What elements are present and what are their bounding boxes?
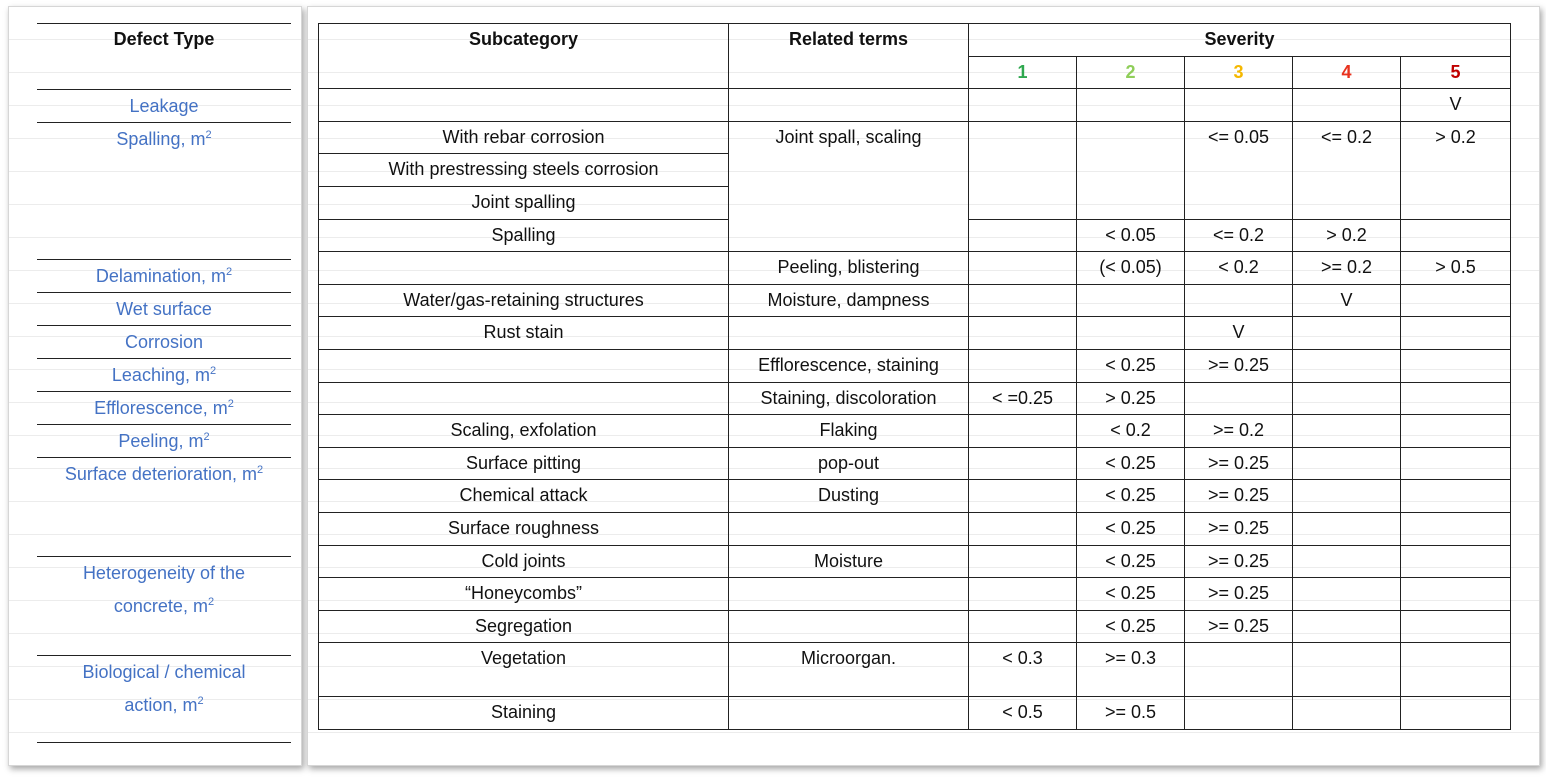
table-row — [319, 121, 1511, 154]
related-cell: Microorgan. — [729, 643, 969, 697]
unit-superscript: 2 — [197, 695, 204, 707]
defect-label: Leaching, m — [111, 365, 210, 385]
defect-type-heterogeneity — [37, 557, 291, 656]
defect-type-delamination — [37, 260, 291, 293]
sev4-cell — [1293, 349, 1401, 382]
subcategory-cell — [319, 349, 729, 382]
sev2-cell: (< 0.05) — [1077, 252, 1185, 285]
sev5-cell — [1401, 578, 1511, 611]
related-cell: Peeling, blistering — [729, 252, 969, 285]
related-cell — [729, 578, 969, 611]
unit-superscript: 2 — [207, 596, 215, 608]
subcategory-cell — [319, 382, 729, 415]
unit-superscript: 2 — [227, 398, 234, 410]
sev3-cell: <= 0.2 — [1185, 219, 1293, 252]
sev3-cell: >= 0.25 — [1185, 578, 1293, 611]
sev4-cell: V — [1293, 284, 1401, 317]
defect-label-line2: concrete, m — [113, 596, 208, 616]
sev2-cell: < 0.25 — [1077, 480, 1185, 513]
sev3-cell: >= 0.25 — [1185, 512, 1293, 545]
sev2-cell: < 0.25 — [1077, 349, 1185, 382]
sev3-cell: >= 0.2 — [1185, 415, 1293, 448]
sev5-cell — [1401, 610, 1511, 643]
unit-superscript: 2 — [205, 129, 212, 141]
sev2-cell: < 0.25 — [1077, 545, 1185, 578]
defect-type-column — [37, 23, 291, 743]
sev1-cell: < =0.25 — [969, 382, 1077, 415]
subcategory-cell: Cold joints — [319, 545, 729, 578]
defect-label: Peeling, m — [118, 431, 204, 451]
sev2-cell: < 0.05 — [1077, 219, 1185, 252]
sev5-cell: > 0.5 — [1401, 252, 1511, 285]
sev4-cell — [1293, 89, 1401, 122]
sev1-cell — [969, 512, 1077, 545]
table-row — [319, 545, 1511, 578]
sev1-cell — [969, 578, 1077, 611]
related-cell — [729, 317, 969, 350]
sev5-cell — [1401, 643, 1511, 697]
sev4-cell: > 0.2 — [1293, 219, 1401, 252]
subcategory-header: Subcategory — [319, 24, 729, 89]
sev3-cell: <= 0.05 — [1185, 121, 1293, 219]
severity-level-3: 3 — [1185, 56, 1293, 89]
related-cell: Efflorescence, staining — [729, 349, 969, 382]
table-row — [319, 610, 1511, 643]
sev4-cell — [1293, 447, 1401, 480]
subcategory-cell: With rebar corrosion — [319, 121, 729, 154]
sev3-cell: < 0.2 — [1185, 252, 1293, 285]
sev5-cell — [1401, 382, 1511, 415]
sev5-cell: V — [1401, 89, 1511, 122]
related-cell: Joint spall, scaling — [729, 121, 969, 251]
unit-superscript: 2 — [203, 431, 210, 443]
subcategory-cell: Rust stain — [319, 317, 729, 350]
sev3-cell: >= 0.25 — [1185, 447, 1293, 480]
defect-label: Surface deterioration, m — [64, 464, 257, 484]
defect-label: Spalling, m — [116, 129, 206, 149]
table-row — [319, 578, 1511, 611]
defect-type-corrosion — [37, 326, 291, 359]
related-cell: Moisture, dampness — [729, 284, 969, 317]
sev4-cell — [1293, 578, 1401, 611]
unit-superscript: 2 — [256, 464, 264, 476]
sev2-cell — [1077, 284, 1185, 317]
sev2-cell — [1077, 317, 1185, 350]
sev2-cell: < 0.25 — [1077, 610, 1185, 643]
sev1-cell — [969, 610, 1077, 643]
related-cell — [729, 610, 969, 643]
sev3-cell: V — [1185, 317, 1293, 350]
severity-level-4: 4 — [1293, 56, 1401, 89]
severity-level-5: 5 — [1401, 56, 1511, 89]
sev4-cell — [1293, 317, 1401, 350]
subcategory-cell: Staining — [319, 697, 729, 730]
severity-table-panel — [307, 6, 1540, 766]
defect-type-header: Defect Type — [37, 23, 291, 90]
sev3-cell — [1185, 382, 1293, 415]
sev2-cell: < 0.25 — [1077, 512, 1185, 545]
defect-label: Biological / chemical — [82, 662, 246, 682]
table-row — [319, 415, 1511, 448]
subcategory-cell — [319, 89, 729, 122]
subcategory-cell: Surface roughness — [319, 512, 729, 545]
subcategory-cell: Spalling — [319, 219, 729, 252]
sev1-cell: < 0.3 — [969, 643, 1077, 697]
header-row — [319, 24, 1511, 57]
related-cell: pop-out — [729, 447, 969, 480]
subcategory-cell: Vegetation — [319, 643, 729, 697]
sev5-cell — [1401, 480, 1511, 513]
defect-type-efflorescence — [37, 392, 291, 425]
sev4-cell — [1293, 545, 1401, 578]
sev5-cell — [1401, 697, 1511, 730]
subcategory-cell: Scaling, exfolation — [319, 415, 729, 448]
sev1-cell — [969, 121, 1077, 219]
defect-label: Leakage — [129, 96, 199, 116]
severity-level-1: 1 — [969, 56, 1077, 89]
table-row — [319, 349, 1511, 382]
table-row — [319, 382, 1511, 415]
sev1-cell: < 0.5 — [969, 697, 1077, 730]
subcategory-cell: Water/gas-retaining structures — [319, 284, 729, 317]
sev4-cell — [1293, 382, 1401, 415]
sev3-cell: >= 0.25 — [1185, 610, 1293, 643]
sev4-cell — [1293, 415, 1401, 448]
sev5-cell — [1401, 349, 1511, 382]
subcategory-cell: Surface pitting — [319, 447, 729, 480]
sev2-cell: > 0.25 — [1077, 382, 1185, 415]
defect-label: Corrosion — [124, 332, 204, 352]
sev3-cell: >= 0.25 — [1185, 545, 1293, 578]
sev1-cell — [969, 447, 1077, 480]
sev2-cell: >= 0.5 — [1077, 697, 1185, 730]
defect-type-wet-surface — [37, 293, 291, 326]
defect-label: Efflorescence, m — [94, 398, 228, 418]
related-terms-header: Related terms — [729, 24, 969, 89]
subcategory-cell: With prestressing steels corrosion — [319, 154, 729, 187]
sev5-cell: > 0.2 — [1401, 121, 1511, 219]
sev3-cell — [1185, 284, 1293, 317]
defect-type-surface-deterioration — [37, 458, 291, 557]
related-cell: Flaking — [729, 415, 969, 448]
table-row — [319, 697, 1511, 730]
sev5-cell — [1401, 219, 1511, 252]
sev2-cell: >= 0.3 — [1077, 643, 1185, 697]
related-cell — [729, 89, 969, 122]
sev4-cell: <= 0.2 — [1293, 121, 1401, 219]
sev5-cell — [1401, 447, 1511, 480]
sev3-cell: >= 0.25 — [1185, 480, 1293, 513]
table-row — [319, 480, 1511, 513]
sev2-cell — [1077, 89, 1185, 122]
defect-type-panel — [8, 6, 302, 766]
sev3-cell — [1185, 89, 1293, 122]
subcategory-cell: Joint spalling — [319, 186, 729, 219]
unit-superscript: 2 — [225, 266, 233, 278]
sev5-cell — [1401, 415, 1511, 448]
sev4-cell — [1293, 643, 1401, 697]
defect-label: Wet surface — [116, 299, 212, 319]
sev4-cell: >= 0.2 — [1293, 252, 1401, 285]
sev1-cell — [969, 480, 1077, 513]
subcategory-cell — [319, 252, 729, 285]
unit-superscript: 2 — [209, 365, 217, 377]
defect-label: Heterogeneity of the — [82, 563, 246, 583]
table-row — [319, 284, 1511, 317]
subcategory-cell: Segregation — [319, 610, 729, 643]
table-row — [319, 447, 1511, 480]
sev1-cell — [969, 284, 1077, 317]
sev3-cell: >= 0.25 — [1185, 349, 1293, 382]
sev2-cell — [1077, 121, 1185, 219]
defect-type-biological — [37, 656, 291, 743]
related-cell: Staining, discoloration — [729, 382, 969, 415]
severity-level-2: 2 — [1077, 56, 1185, 89]
related-cell — [729, 512, 969, 545]
sev5-cell — [1401, 284, 1511, 317]
defect-type-leaching — [37, 359, 291, 392]
severity-table — [318, 23, 1511, 730]
sev4-cell — [1293, 697, 1401, 730]
sev1-cell — [969, 349, 1077, 382]
subcategory-cell: “Honeycombs” — [319, 578, 729, 611]
table-row — [319, 317, 1511, 350]
table-row — [319, 643, 1511, 697]
sev3-cell — [1185, 697, 1293, 730]
sev1-cell — [969, 317, 1077, 350]
related-cell — [729, 697, 969, 730]
sev5-cell — [1401, 545, 1511, 578]
related-cell: Moisture — [729, 545, 969, 578]
related-cell: Dusting — [729, 480, 969, 513]
subcategory-cell: Chemical attack — [319, 480, 729, 513]
sev2-cell: < 0.2 — [1077, 415, 1185, 448]
table-row — [319, 512, 1511, 545]
sev1-cell — [969, 219, 1077, 252]
sev1-cell — [969, 545, 1077, 578]
sev4-cell — [1293, 480, 1401, 513]
table-row — [319, 252, 1511, 285]
defect-label-line2: action, m — [124, 695, 198, 715]
defect-type-leakage — [37, 90, 291, 123]
sev2-cell: < 0.25 — [1077, 578, 1185, 611]
sev4-cell — [1293, 512, 1401, 545]
sev5-cell — [1401, 317, 1511, 350]
sev4-cell — [1293, 610, 1401, 643]
defect-label: Delamination, m — [95, 266, 226, 286]
defect-type-spalling — [37, 123, 291, 260]
severity-header: Severity — [969, 24, 1511, 57]
sev5-cell — [1401, 512, 1511, 545]
table-row — [319, 89, 1511, 122]
sev3-cell — [1185, 643, 1293, 697]
sev1-cell — [969, 415, 1077, 448]
sev2-cell: < 0.25 — [1077, 447, 1185, 480]
sev1-cell — [969, 252, 1077, 285]
sev1-cell — [969, 89, 1077, 122]
defect-type-peeling — [37, 425, 291, 458]
